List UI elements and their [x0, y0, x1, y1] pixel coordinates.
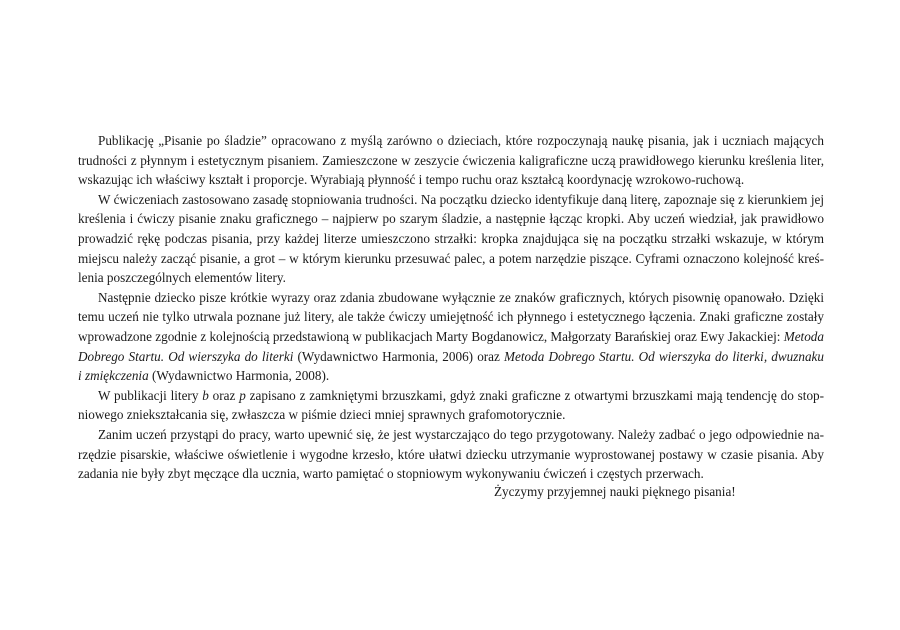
text-line: wskazując ich właściwy kształt i proporcje. Wyrabiają płynność i tempo ruchu oraz kształcą koordynację wzrokowo-ruchową.: [78, 172, 745, 188]
text-line-with-italic: wprowadzone zgodnie z kolejnością przedstawioną w publikacjach Marty Bogdanowicz, Małgorzaty Barańskiej oraz Ewy Jakackiej: Metoda: [78, 328, 824, 344]
document-body: [78, 131, 824, 484]
text-line: trudności z płynnym i estetycznym pisaniem. Zamieszczone w zeszycie ćwiczenia kaligraficzne uczą prawidłowego kierunku kreślenia liter,: [78, 152, 824, 168]
text-line: kreślenia i ćwiczy pisanie znaku graficznego – najpierw po szarym śladzie, a następnie łącząc kropki. Aby uczeń wiedział, jak prawidłowo: [78, 211, 824, 227]
text-line: W ćwiczeniach zastosowano zasadę stopniowania trudności. Na początku dziecko identyfikuje daną literę, zapoznaje się z kierunkiem jej: [98, 191, 824, 207]
text-line: Publikację „Pisanie po śladzie” opracowano z myślą zarówno o dzieciach, które rozpoczynają naukę pisania, jak i uczniach mających: [98, 133, 824, 148]
paragraph-exercises: [78, 190, 824, 288]
text-line: lenia poszczególnych elementów litery.: [78, 270, 286, 286]
text-line-with-italic: W publikacji litery b oraz p zapisano z zamkniętymi brzuszkami, gdyż znaki graficzne z otwartymi brzuszkami mają tendencję do stop-: [98, 387, 824, 403]
text-line: rzędzie pisarskie, właściwe oświetlenie i wygodne krzesło, które ułatwi dziecku utrzymanie wyprostowanej postawy w czasie pisania. Aby: [78, 446, 824, 462]
paragraph-preparation: [78, 425, 824, 484]
text-line: miejscu należy zacząć pisanie, a grot – w którym kierunku przesuwać palec, a potem narzędzie piszące. Cyframi oznaczono kolejność kreś-: [78, 250, 824, 266]
paragraph-intro: [78, 131, 824, 190]
text-line: Następnie dziecko pisze krótkie wyrazy oraz zdania zbudowane wyłącznie ze znaków graficznych, których pisownię opanowało. Dzięki: [98, 289, 824, 305]
closing-wish: Życzymy przyjemnej nauki pięknego pisania!: [494, 484, 736, 499]
paragraph-letters: [78, 386, 824, 425]
text-line: niowego zniekształcania się, zwłaszcza w piśmie dzieci mniej sprawnych grafomotorycznie.: [78, 407, 566, 423]
text-line: prowadzić rękę podczas pisania, przy każdej literze umieszczono strzałki: kropka znajdująca się na początku strzałki wskazuje, w którym: [78, 230, 824, 246]
paragraph-words: [78, 288, 824, 386]
text-line-with-italic: Dobrego Startu. Od wierszyka do literki (Wydawnictwo Harmonia, 2006) oraz Metoda Dobrego Startu. Od wierszyka do literki, dwuznaku: [78, 348, 824, 364]
text-line: temu uczeń nie tylko utrwala poznane już litery, ale także ćwiczy umiejętność ich płynnego i estetycznego łączenia. Znaki graficzne zostały: [78, 309, 824, 325]
text-line: zadania nie były zbyt męczące dla ucznia, warto pamiętać o stopniowym wykonywaniu ćwiczeń i częstych przerwach.: [78, 466, 704, 482]
text-line-with-italic: i zmiękczenia (Wydawnictwo Harmonia, 2008).: [78, 368, 330, 384]
text-line: Zanim uczeń przystąpi do pracy, warto upewnić się, że jest wystarczająco do tego przygotowany. Należy zadbać o jego odpowiednie na-: [98, 426, 824, 442]
